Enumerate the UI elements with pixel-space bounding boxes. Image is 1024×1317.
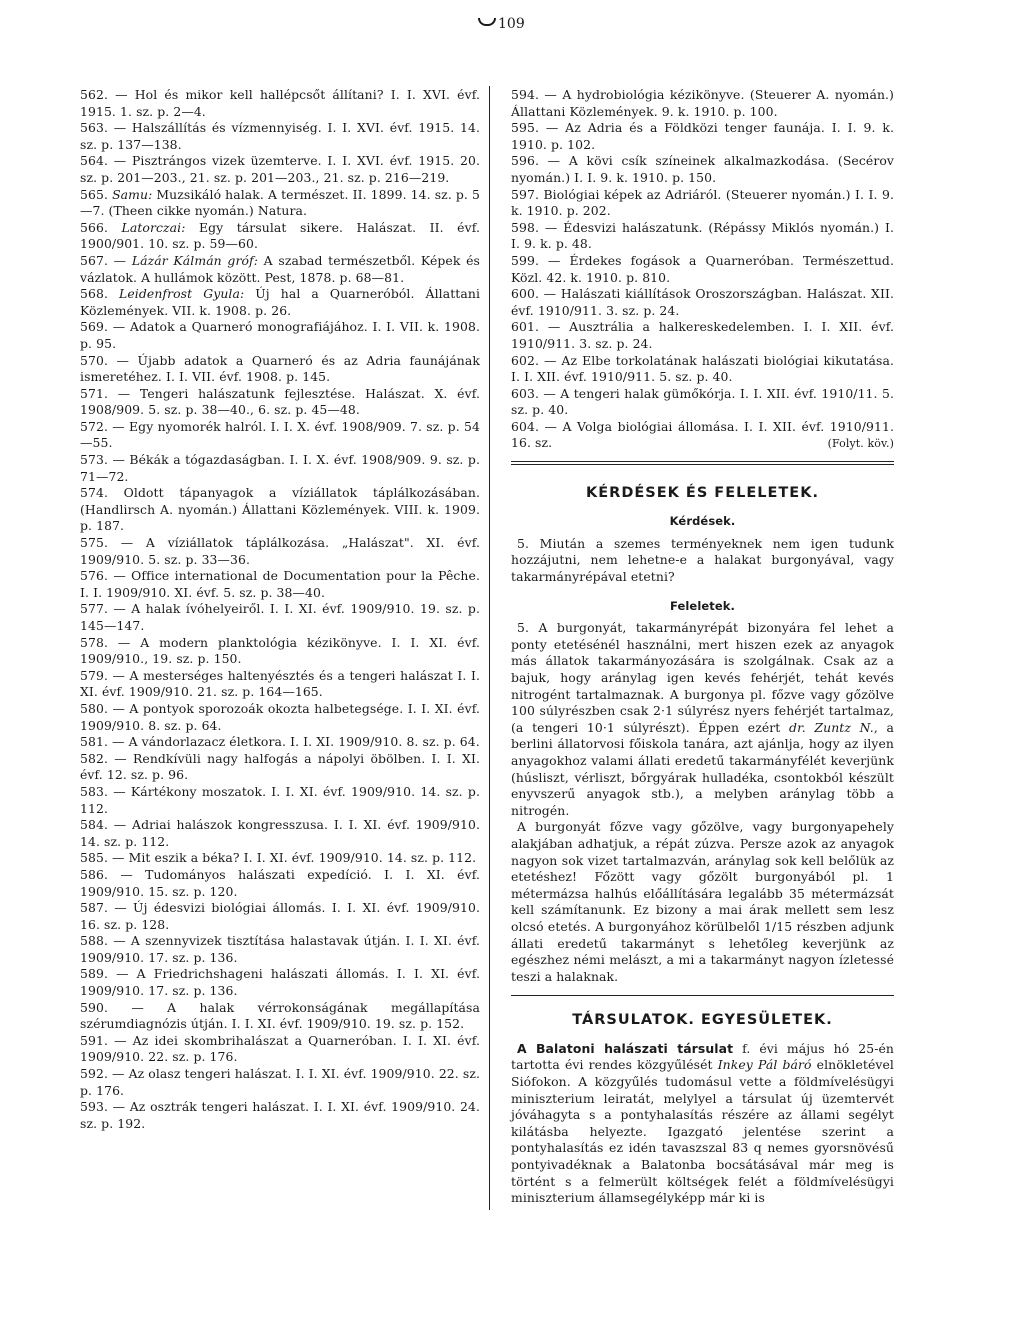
entry-author: Latorczai: — [121, 219, 186, 235]
list-item — [80, 601, 480, 634]
entry-number: 565. — [80, 186, 108, 202]
entry-text: — Békák a tógazdaságban. I. I. X. évf. 1908/909. 9. sz. p. 71—72. — [80, 452, 480, 484]
list-item — [80, 452, 480, 485]
list-item — [80, 668, 480, 701]
entry-text: — Az olasz tengeri halászat. I. I. XI. évf. 1909/910. 22. sz. p. 176. — [80, 1066, 480, 1098]
entry-number: 599. — [511, 252, 539, 268]
entry-text: — A víziállatok táplálkozása. „Halászat". XI. évf. 1909/910. 5. sz. p. 33—36. — [80, 535, 480, 567]
list-item — [80, 701, 480, 734]
answer-paragraph-2: A burgonyát főzve vagy gőzölve, vagy burgonyapehely alakjában adhatjuk, a répát zúzva. Persze azok az anyagok nagyon sok vizet tartalmazván, aránylag sok kell belőlük az etetéshez! Főzött vagy gőzölt burgonyából pl. 1 métermázsa halhús előállítására legalább 35 métermázsát kell számítanunk. Ez bizony a mai árak mellett sem lesz olcsó etetés. A burgonyához körülbelől 1/15 részben adjunk állati eredetű takarmányt s lehetőleg keverjünk az egészhez némi melászt, a mi a takarmányt nagyon ízletessé teszi a halaknak. — [511, 819, 894, 984]
entry-text: — Az Elbe torkolatának halászati biológiai kikutatása. I. I. XII. évf. 1910/911. 5. sz. p. 40. — [511, 352, 894, 385]
entry-number: 569. — [80, 319, 108, 335]
list-item — [511, 153, 894, 186]
entry-text: — Mit eszik a béka? I. I. XI. évf. 1909/910. 14. sz. p. 112. — [108, 850, 477, 866]
entry-author: Leidenfrost Gyula: — [119, 286, 245, 302]
list-item — [80, 933, 480, 966]
entry-text: — Kártékony moszatok. I. I. XI. évf. 1909/910. 14. sz. p. 112. — [80, 783, 480, 816]
column-divider — [489, 86, 490, 1210]
entry-number: 596. — [511, 153, 539, 169]
entry-number: 588. — [80, 933, 108, 949]
entry-number: 594. — [511, 87, 539, 102]
entry-number: 602. — [511, 352, 539, 368]
entry-text: — Ausztrália a halkereskedelemben. I. I. XII. évf. 1910/911. 3. sz. p. 24. — [511, 319, 894, 351]
entry-number: 575. — [80, 535, 108, 551]
rule-top — [511, 461, 894, 462]
entry-number: 562. — [80, 87, 108, 102]
entry-text: Biológiai képek az Adriáról. (Steuerer nyomán.) I. I. 9. k. 1910. p. 202. — [511, 186, 894, 219]
entry-text: Egy társulat sikere. Halászat. II. évf. 1900/901. 10. sz. p. 59—60. — [80, 219, 480, 252]
entry-number: 568. — [80, 286, 108, 302]
continued-note: (Folyt. köv.) — [827, 437, 894, 451]
list-item — [80, 784, 480, 817]
entry-number: 585. — [80, 850, 108, 866]
person-name: dr. Zuntz N. — [789, 719, 874, 735]
list-item — [80, 867, 480, 900]
entry-text: — A hydrobiológia kézikönyve. (Steuerer A. nyomán.) Állattani Közlemények. 9. k. 1910. p. 100. — [511, 87, 894, 119]
entry-text: — Egy nyomorék halról. I. I. X. évf. 1908/909. 7. sz. p. 54—55. — [80, 418, 480, 451]
entry-text: — Rendkívüli nagy halfogás a nápolyi öbölben. I. I. XI. évf. 12. sz. p. 96. — [80, 750, 480, 783]
entry-number: 592. — [80, 1066, 108, 1082]
rule-top — [511, 995, 894, 996]
entry-number: 584. — [80, 817, 108, 833]
list-item — [80, 187, 480, 220]
entry-number: 563. — [80, 120, 108, 136]
assoc-paragraph: A Balatoni halászati társulat f. évi május hó 25-én tartotta évi rendes közgyűlését Inkey Pál báró elnökletével Siófokon. A közgyűlés tudomásul vette a földmívelésügyi miniszterium leiratát, melylyel a társulat új üzemtervét jóváhagyta s a pontyhalasítás részére az állami segélyt kilátásba helyezte. Igazgató jelentése szerint a pontyhalasítás ez idén tavaszszal 83 q nemes gyorsnövésű pontyivadéknak a Balatonba bocsátásával már meg is történt s a felmerült költségek felét a földmívelésügyi miniszterium államsegélyképp már ki is — [511, 1040, 894, 1206]
page-header — [478, 16, 525, 32]
entry-text: Muzsikáló halak. A természet. II. 1899. 14. sz. p. 5—7. (Theen cikke nyomán.) Natura. — [80, 186, 481, 219]
list-item — [80, 485, 480, 535]
list-item — [80, 1066, 480, 1099]
entry-number: 581. — [80, 734, 108, 750]
list-item — [80, 734, 480, 751]
entry-text: — A halak vérrokonságának megállapítása szérumdiagnózis útján. I. I. XI. évf. 1909/910. 19. sz. p. 152. — [80, 999, 480, 1032]
list-item — [80, 153, 480, 186]
entry-text: — Adriai halászok kongresszusa. I. I. XI. évf. 1909/910. 14. sz. p. 112. — [80, 817, 480, 849]
entry-text: — A tengeri halak gümőkórja. I. I. XII. évf. 1910/11. 5. sz. p. 40. — [511, 385, 894, 418]
list-item — [80, 900, 480, 933]
list-item — [511, 253, 894, 286]
entry-text: — Az osztrák tengeri halászat. I. I. XI. évf. 1909/910. 24. sz. p. 192. — [80, 1099, 480, 1131]
entry-text: — Halszállítás és vízmennyiség. I. I. XVI. évf. 1915. 14. sz. p. 137—138. — [80, 120, 480, 152]
list-item — [511, 286, 894, 319]
list-item — [80, 535, 480, 568]
list-item — [80, 1000, 480, 1033]
entry-number: 570. — [80, 352, 108, 368]
entry-text: — Új édesvizi biológiai állomás. I. I. XI. évf. 1909/910. 16. sz. p. 128. — [80, 900, 480, 932]
list-item — [511, 87, 894, 120]
entry-number: 577. — [80, 601, 108, 617]
question-text: 5. Miután a szemes terményeknek nem igen tudunk hozzájutni, nem lehetne-e a halakat burgonyával, vagy takarmányrépával etetni? — [511, 535, 894, 585]
entry-number: 574. — [80, 485, 108, 501]
entry-number: 589. — [80, 966, 108, 982]
page-number: 109 — [498, 16, 525, 32]
answer-paragraph-1: 5. A burgonyát, takarmányrépát bizonyára fel lehet a ponty etetésénél használni, mert hiszen ezek az anyagok más állatok takarmányozására is szolgálnak. Csak az a bajuk, hogy aránylag igen kevés fehérjét, tehát kevés nitrogént tartalmaznak. A burgonya pl. főzve vagy gőzölve 100 súlyrészben csak 2·1 súlyrész nyers fehérjét tartalmaz, (a tengeri 10·1 súlyrészt). Éppen ezért dr. Zuntz N., a berlini állatorvosi főiskola tanára, azt ajánlja, hogy az ilyen anyagokhoz valami állati eredetű takarmányfélét keverjünk (húsliszt, vérliszt, bőrgyárak hulladéka, csontokból készült enyvszerű anyagok stb.), a melyben aránylag több a nitrogén. — [511, 620, 894, 818]
entry-number: 564. — [80, 153, 108, 169]
list-item — [80, 850, 480, 867]
questions-label: Kérdések. — [669, 514, 736, 529]
entry-number: 582. — [80, 750, 108, 766]
entry-text: Oldott tápanyagok a víziállatok táplálkozásában. (Handlirsch A. nyomán.) Állattani Közlemények. VIII. k. 1909. p. 187. — [80, 485, 480, 534]
list-item — [80, 286, 480, 319]
answers-label: Feleletek. — [670, 598, 735, 613]
entry-text: — Tengeri halászatunk fejlesztése. Halászat. X. évf. 1908/909. 5. sz. p. 38—40., 6. sz. p. 45—48. — [80, 385, 480, 418]
entry-number: 593. — [80, 1099, 108, 1115]
entry-text: — Érdekes fogások a Quarneróban. Természettud. Közl. 42. k. 1910. p. 810. — [511, 252, 894, 285]
entry-text: — Tudományos halászati expedíció. I. I. XI. évf. 1909/910. 15. sz. p. 120. — [80, 866, 480, 899]
entry-number: 601. — [511, 319, 539, 335]
right-column — [511, 87, 894, 1207]
entry-text: — Az idei skombrihalászat a Quarneróban. I. I. XI. évf. 1909/910. 22. sz. p. 176. — [80, 1032, 480, 1065]
entry-number: 571. — [80, 385, 108, 401]
list-item — [80, 568, 480, 601]
list-item — [511, 353, 894, 386]
entry-text: A szabad természetből. Képek és vázlatok. A hullámok között. Pest, 1878. p. 68—81. — [80, 252, 480, 285]
entry-text: — Hol és mikor kell hallépcsőt állítani? I. I. XVI. évf. 1915. 1. sz. p. 2—4. — [80, 87, 480, 119]
list-item — [511, 319, 894, 352]
list-item — [511, 187, 894, 220]
entry-number: 573. — [80, 452, 108, 468]
list-item — [80, 319, 480, 352]
entry-number: 576. — [80, 568, 108, 584]
list-item — [511, 120, 894, 153]
assoc-lead: A Balatoni halászati társulat — [517, 1040, 734, 1056]
entry-number: 566. — [80, 219, 108, 235]
entry-author: Samu: — [112, 186, 153, 202]
entry-text: — Újabb adatok a Quarneró és az Adria faunájának ismeretéhez. I. I. VII. évf. 1908. p. 145. — [80, 352, 480, 385]
entry-number: 587. — [80, 900, 108, 916]
entry-text: — A Friedrichshageni halászati állomás. I. I. XI. évf. 1909/910. 17. sz. p. 136. — [80, 966, 480, 999]
list-item — [80, 966, 480, 999]
person-name: Inkey Pál báró — [717, 1057, 812, 1073]
entry-number: 583. — [80, 783, 108, 799]
list-item — [80, 87, 480, 120]
bibliography-list — [511, 87, 894, 452]
entry-text: — Adatok a Quarneró monografiájához. I. I. VII. k. 1908. p. 95. — [80, 319, 480, 351]
list-item — [80, 120, 480, 153]
entry-text: — Az Adria és a Földközi tenger faunája. I. I. 9. k. 1910. p. 102. — [511, 120, 894, 152]
entry-text: — A vándorlazacz életkora. I. I. XI. 1909/910. 8. sz. p. 64. — [108, 734, 480, 750]
ornament-icon — [478, 18, 496, 26]
entry-number: 586. — [80, 866, 108, 882]
entry-number: 604. — [511, 418, 539, 434]
entry-text: — A halak ívóhelyeiről. I. I. XI. évf. 1909/910. 19. sz. p. 145—147. — [80, 601, 480, 633]
entry-text: — A szennyvizek tisztítása halastavak útján. I. I. XI. évf. 1909/910. 17. sz. p. 136. — [80, 933, 480, 965]
list-item — [511, 386, 894, 419]
entry-number: 603. — [511, 385, 539, 401]
entry-text: — Halászati kiállítások Oroszországban. Halászat. XII. évf. 1910/911. 3. sz. p. 24. — [511, 286, 894, 318]
list-item — [80, 1033, 480, 1066]
qa-title: KÉRDÉSEK ÉS FELELETEK. — [586, 484, 819, 501]
list-item — [80, 635, 480, 668]
entry-text: — A modern planktológia kézikönyve. I. I. XI. évf. 1909/910., 19. sz. p. 150. — [80, 634, 480, 667]
entry-number: 597. — [511, 186, 539, 202]
entry-author: — Lázár Kálmán gróf: — [113, 252, 258, 268]
entry-text: — A pontyok sporozoák okozta halbetegsége. I. I. XI. évf. 1909/910. 8. sz. p. 64. — [80, 700, 480, 733]
list-item — [80, 1099, 480, 1132]
rule-bottom — [511, 464, 894, 465]
list-item — [80, 751, 480, 784]
entry-number: 580. — [80, 700, 108, 716]
left-column — [80, 87, 480, 1132]
entry-number: 595. — [511, 120, 539, 136]
list-item — [80, 220, 480, 253]
entry-number: 600. — [511, 286, 539, 302]
entry-number: 579. — [80, 667, 108, 683]
assoc-title: TÁRSULATOK. EGYESÜLETEK. — [572, 1012, 833, 1029]
entry-text: — Office international de Documentation pour la Pêche. I. I. 1909/910. XI. évf. 5. sz. p. 38—40. — [80, 568, 480, 600]
entry-number: 598. — [511, 219, 539, 235]
list-item — [80, 353, 480, 386]
entry-number: 590. — [80, 999, 108, 1015]
list-item — [80, 419, 480, 452]
list-item — [511, 220, 894, 253]
entry-text: — Édesvizi halászatunk. (Répássy Miklós nyomán.) I. I. 9. k. p. 48. — [511, 219, 894, 252]
list-item — [80, 817, 480, 850]
list-item — [80, 386, 480, 419]
entry-number: 572. — [80, 418, 108, 434]
entry-text: — Pisztrángos vizek üzemterve. I. I. XVI. évf. 1915. 20. sz. p. 201—203., 21. sz. p. 201—203., 21. sz. p. 216—219. — [80, 153, 480, 185]
entry-number: 567. — [80, 252, 108, 268]
list-item — [80, 253, 480, 286]
entry-number: 591. — [80, 1032, 108, 1048]
entry-text: Új hal a Quarneróból. Állattani Közlemények. VII. k. 1908. p. 26. — [80, 286, 481, 318]
entry-number: 578. — [80, 634, 108, 650]
entry-text: — A kövi csík színeinek alkalmazkodása. (Secérov nyomán.) I. I. 9. k. 1910. p. 150. — [511, 153, 894, 185]
entry-text: — A mesterséges haltenyésztés és a tengeri halászat I. I. XI. évf. 1909/910. 21. sz. p. 164—165. — [80, 667, 480, 700]
entry-text: — A Volga biológiai állomása. I. I. XII. évf. 1910/911. 16. sz. — [511, 418, 894, 451]
